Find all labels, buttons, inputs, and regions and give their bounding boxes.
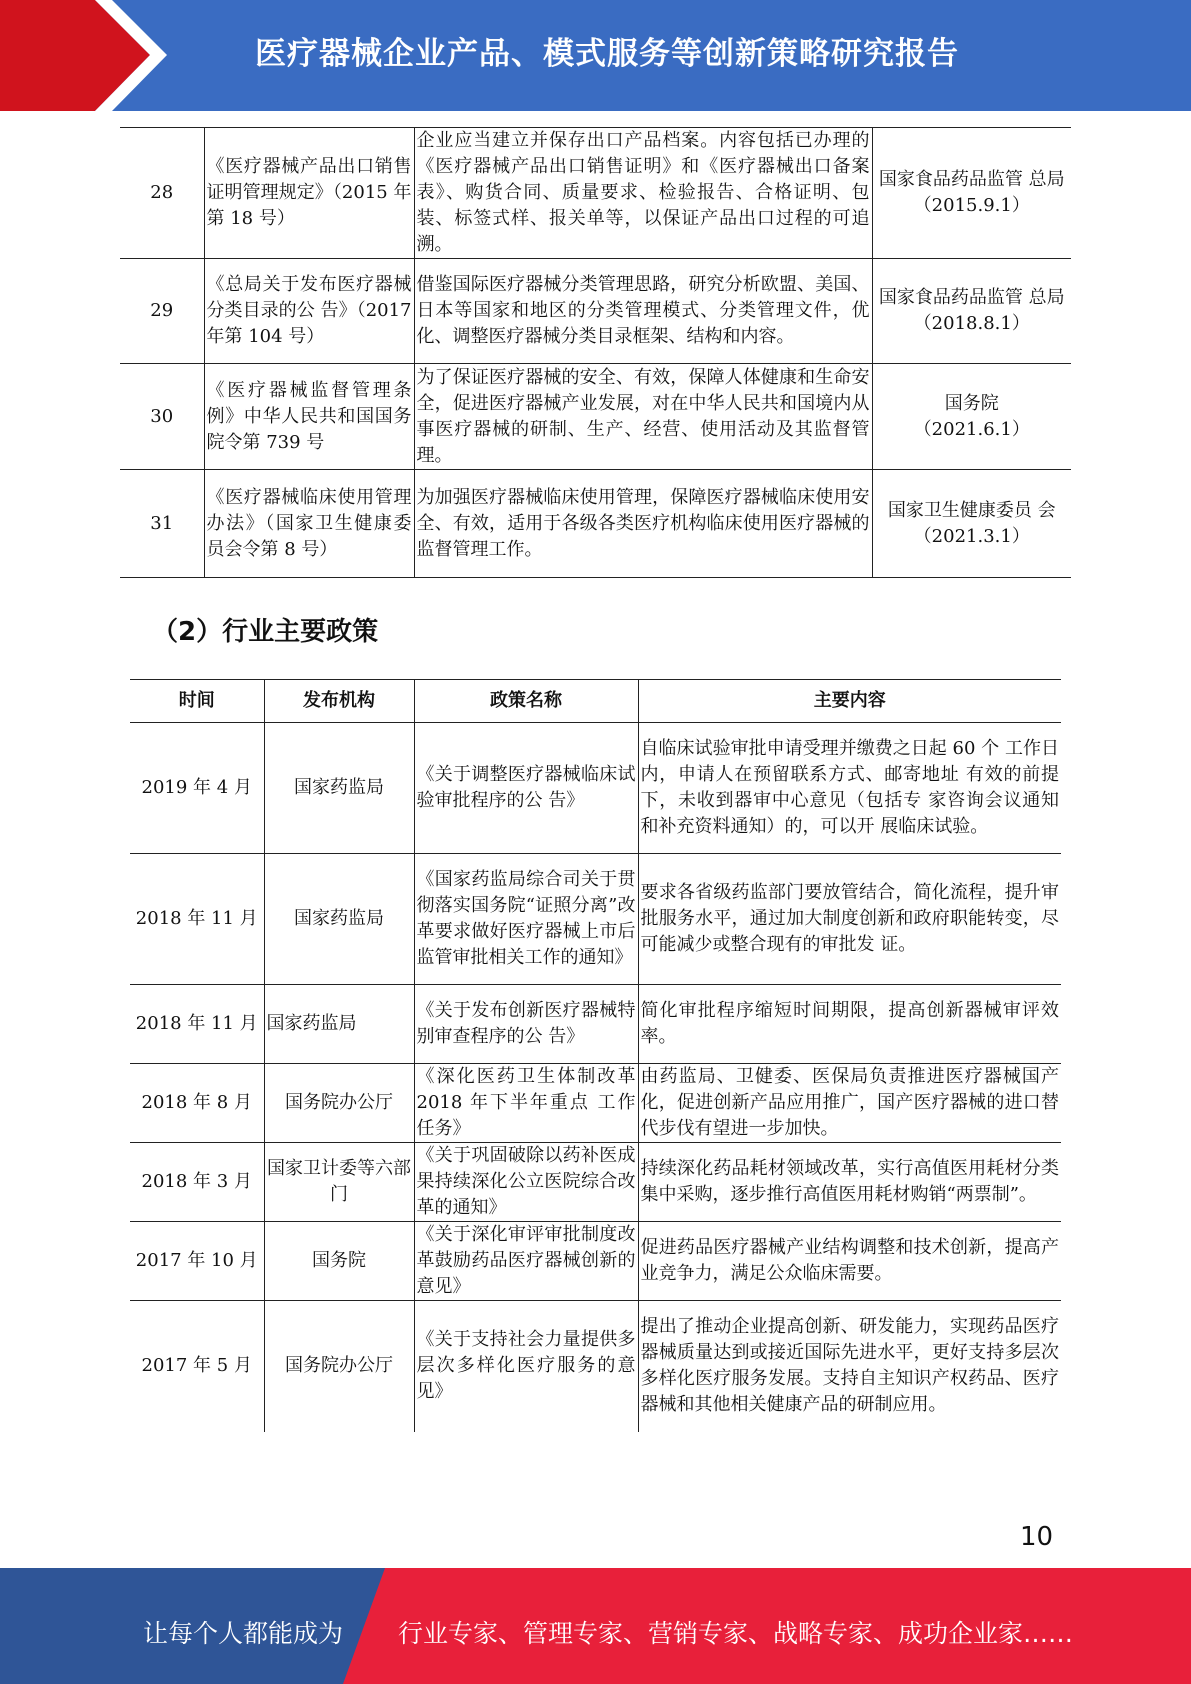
- column-header-org: 发布机构: [264, 680, 414, 723]
- policy-name: 《关于支持社会力量提供多层次多样化医疗服务的意见》: [414, 1301, 638, 1432]
- regulation-description: 企业应当建立并保存出口产品档案。内容包括已办理的《医疗器械产品出口销售证明》和《医疗器械出口备案表》、购货合同、质量要求、检验报告、合格证明、包装、标签式样、报关单等，以保证产品出口过程的可追溯。: [414, 128, 872, 259]
- table-row: [130, 723, 1061, 854]
- policy-org: 国家药监局: [264, 854, 414, 985]
- regulation-issuer-cell: [872, 128, 1071, 259]
- regulation-date: （2021.3.1）: [913, 525, 1030, 547]
- policy-time: 2017 年 5 月: [130, 1301, 264, 1432]
- table-row: [130, 1301, 1061, 1432]
- policy-content: 自临床试验审批申请受理并缴费之日起 60 个 工作日内，申请人在预留联系方式、邮寄地址 有效的前提下，未收到器审中心意见（包括专 家咨询会议通知和补充资料通知）的，可以开 展临床试验。: [638, 723, 1061, 854]
- regulation-date: （2021.6.1）: [913, 418, 1030, 440]
- table-row: [120, 470, 1071, 578]
- policy-content: 要求各省级药监部门要放管结合，简化流程，提升审批服务水平，通过加大制度创新和政府职能转变，尽可能减少或整合现有的审批发 证。: [638, 854, 1061, 985]
- regulation-name: 《总局关于发布医疗器械分类目录的公 告》（2017 年第 104 号）: [204, 259, 414, 364]
- regulation-name: 《医疗器械监督管理条例》中华人民共和国国务院令第 739 号: [204, 364, 414, 470]
- policy-org: 国家药监局: [264, 723, 414, 854]
- policy-content: 促进药品医疗器械产业结构调整和技术创新，提高产业竞争力，满足公众临床需要。: [638, 1222, 1061, 1301]
- regulation-description: 为加强医疗器械临床使用管理，保障医疗器械临床使用安全、有效，适用于各级各类医疗机构临床使用医疗器械的监督管理工作。: [414, 470, 872, 578]
- column-header-content: 主要内容: [638, 680, 1061, 723]
- regulation-name: 《医疗器械产品出口销售证明管理规定》（2015 年第 18 号）: [204, 128, 414, 259]
- column-header-time: 时间: [130, 680, 264, 723]
- report-title: 医疗器械企业产品、模式服务等创新策略研究报告: [255, 36, 959, 72]
- policy-name: 《深化医药卫生体制改革 2018 年下半年重点 工作任务》: [414, 1064, 638, 1143]
- regulation-date: （2015.9.1）: [913, 195, 1030, 216]
- regulation-issuer: 国家食品药品监管 总局: [878, 169, 1065, 190]
- regulation-description: 为了保证医疗器械的安全、有效，保障人体健康和生命安全，促进医疗器械产业发展，对在中华人民共和国境内从事医疗器械的研制、生产、经营、使用活动及其监督管理。: [414, 364, 872, 470]
- footer-slogan-right: 行业专家、管理专家、营销专家、战略专家、成功企业家……: [398, 1619, 1074, 1648]
- policy-time: 2018 年 11 月: [130, 854, 264, 985]
- policy-org: 国务院办公厅: [264, 1301, 414, 1432]
- row-number: 31: [120, 470, 204, 578]
- regulation-date: （2018.8.1）: [913, 313, 1030, 334]
- policy-time: 2018 年 8 月: [130, 1064, 264, 1143]
- policy-time: 2018 年 3 月: [130, 1143, 264, 1222]
- section-title: （2）行业主要政策: [152, 617, 379, 647]
- policy-content: 持续深化药品耗材领域改革，实行高值医用耗材分类集中采购，逐步推行高值医用耗材购销“两票制”。: [638, 1143, 1061, 1222]
- policy-org: 国家卫计委等六部门: [264, 1143, 414, 1222]
- table-row: [130, 1222, 1061, 1301]
- regulation-issuer-cell: [872, 470, 1071, 578]
- policy-name: 《关于发布创新医疗器械特别审查程序的公 告》: [414, 985, 638, 1064]
- policy-content: 简化审批程序缩短时间期限，提高创新器械审评效率。: [638, 985, 1061, 1064]
- page-header: [0, 0, 1191, 111]
- policy-table: [130, 679, 1061, 1432]
- page-number: 10: [1020, 1522, 1054, 1552]
- regulations-table: [120, 127, 1071, 578]
- regulation-issuer-cell: [872, 364, 1071, 470]
- policy-time: 2018 年 11 月: [130, 985, 264, 1064]
- regulation-name: 《医疗器械临床使用管理办法》（国家卫生健康委员会令第 8 号）: [204, 470, 414, 578]
- table-row: [130, 1143, 1061, 1222]
- policy-content: 由药监局、卫健委、医保局负责推进医疗器械国产化，促进创新产品应用推广，国产医疗器械的进口替代步伐有望进一步加快。: [638, 1064, 1061, 1143]
- policy-name: 《关于调整医疗器械临床试验审批程序的公 告》: [414, 723, 638, 854]
- table-row: [120, 259, 1071, 364]
- footer-slogan-left: 让每个人都能成为: [143, 1619, 344, 1648]
- policy-org: 国务院: [264, 1222, 414, 1301]
- row-number: 29: [120, 259, 204, 364]
- policy-time: 2017 年 10 月: [130, 1222, 264, 1301]
- table-row: [130, 985, 1061, 1064]
- policy-content: 提出了推动企业提高创新、研发能力，实现药品医疗器械质量达到或接近国际先进水平，更好支持多层次多样化医疗服务发展。支持自主知识产权药品、医疗器械和其他相关健康产品的研制应用。: [638, 1301, 1061, 1432]
- policy-name: 《关于巩固破除以药补医成果持续深化公立医院综合改革的通知》: [414, 1143, 638, 1222]
- table-header-row: [130, 680, 1061, 723]
- row-number: 30: [120, 364, 204, 470]
- policy-org: 国务院办公厅: [264, 1064, 414, 1143]
- policy-name: 《关于深化审评审批制度改革鼓励药品医疗器械创新的意见》: [414, 1222, 638, 1301]
- table-row: [120, 128, 1071, 259]
- regulation-issuer: 国家卫生健康委员 会: [887, 499, 1056, 521]
- regulation-issuer-cell: [872, 259, 1071, 364]
- column-header-name: 政策名称: [414, 680, 638, 723]
- row-number: 28: [120, 128, 204, 259]
- table-row: [130, 1064, 1061, 1143]
- policy-name: 《国家药监局综合司关于贯彻落实国务院“证照分离”改革要求做好医疗器械上市后监管审批相关工作的通知》: [414, 854, 638, 985]
- table-row: [120, 364, 1071, 470]
- table-row: [130, 854, 1061, 985]
- policy-time: 2019 年 4 月: [130, 723, 264, 854]
- regulation-issuer: 国务院: [944, 392, 999, 414]
- page-footer: [0, 1568, 1191, 1684]
- regulation-description: 借鉴国际医疗器械分类管理思路，研究分析欧盟、美国、日本等国家和地区的分类管理模式、分类管理文件，优化、调整医疗器械分类目录框架、结构和内容。: [414, 259, 872, 364]
- policy-org: 国家药监局: [264, 985, 414, 1064]
- regulation-issuer: 国家食品药品监管 总局: [878, 287, 1065, 308]
